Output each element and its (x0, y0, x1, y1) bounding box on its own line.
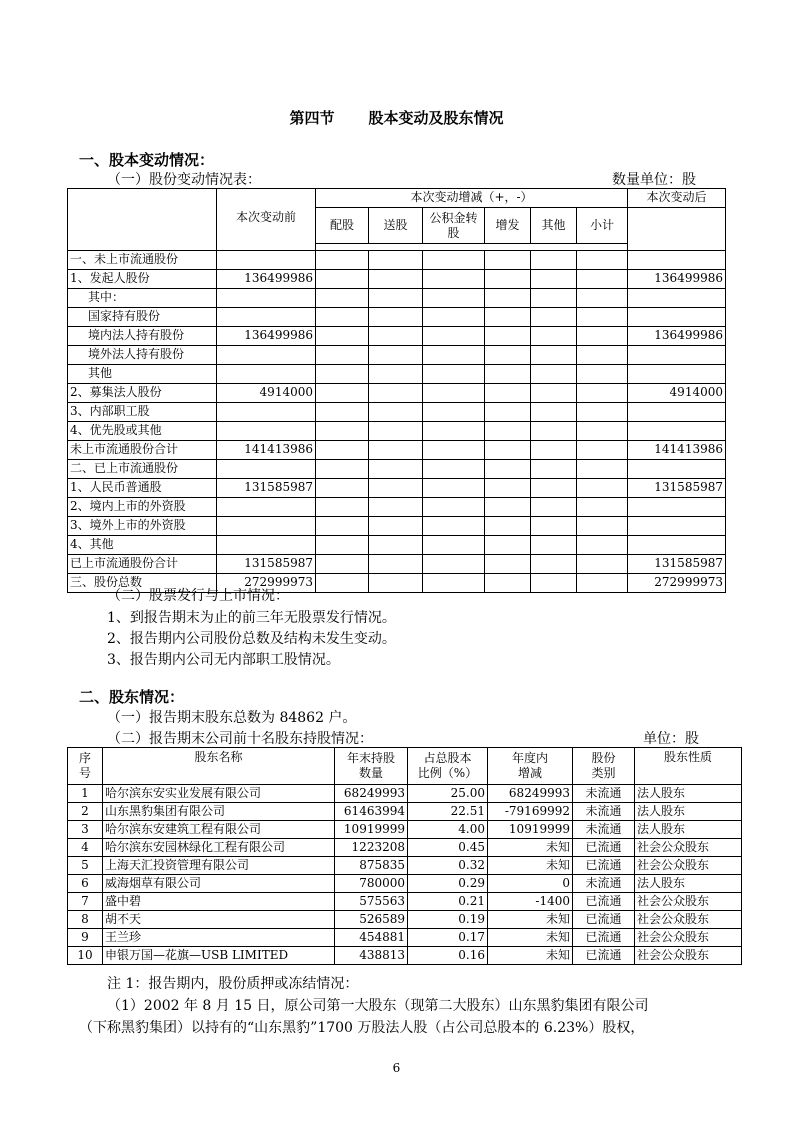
share-row-change-cell (316, 441, 369, 460)
section-name: 股本变动及股东情况 (368, 109, 504, 127)
share-row-label: 2、募集法人股份 (68, 384, 217, 403)
share-row (68, 327, 726, 346)
shareholder-nature: 社会公众股东 (635, 893, 742, 911)
share-row-change-cell (316, 498, 369, 517)
share-row-change-cell (531, 460, 577, 479)
share-row-change-cell (423, 308, 485, 327)
share-row-after (628, 536, 726, 555)
shareholder-row (68, 911, 742, 929)
shareholder-no: 10 (68, 947, 103, 965)
share-row-after: 141413986 (628, 441, 726, 460)
shareholder-share-type: 未流通 (573, 821, 635, 839)
header-col-peigu: 配股 (316, 208, 369, 244)
share-row-change-cell (531, 498, 577, 517)
share-row-change-cell (316, 251, 369, 270)
shareholder-share-type: 已流通 (573, 857, 635, 875)
shareholder-change: 未知 (488, 857, 573, 875)
share-row-change-cell (423, 403, 485, 422)
issuance-note-2: 2、报告期内公司股份总数及结构未发生变动。 (107, 631, 396, 647)
shareholder-ratio: 0.32 (408, 857, 488, 875)
shareholder-shares: 454881 (335, 929, 408, 947)
share-row-after (628, 517, 726, 536)
share-row-change-cell (423, 384, 485, 403)
shareholder-name: 山东黑豹集团有限公司 (103, 803, 335, 821)
header-col-songgu: 送股 (369, 208, 423, 244)
share-row-change-cell (316, 403, 369, 422)
share-row-change-cell (531, 384, 577, 403)
share-row-before (217, 536, 316, 555)
share-row-before (217, 346, 316, 365)
share-row-change-cell (531, 574, 577, 593)
share-row (68, 479, 726, 498)
share-row-after (628, 498, 726, 517)
shareholder-share-type: 已流通 (573, 947, 635, 965)
share-change-heading: 一、股本变动情况： (79, 151, 215, 169)
share-row-change-cell (423, 536, 485, 555)
share-row-after: 131585987 (628, 479, 726, 498)
shareholder-share-type: 未流通 (573, 785, 635, 803)
shareholder-ratio: 0.45 (408, 839, 488, 857)
share-row-after (628, 365, 726, 384)
shareholder-ratio: 4.00 (408, 821, 488, 839)
share-row-after: 136499986 (628, 327, 726, 346)
shareholder-shares: 68249993 (335, 785, 408, 803)
share-row-before (217, 460, 316, 479)
issuance-note-1: 1、到报告期末为止的前三年无股票发行情况。 (107, 610, 396, 626)
shareholder-nature: 社会公众股东 (635, 857, 742, 875)
share-row-change-cell (369, 270, 423, 289)
share-row-after: 136499986 (628, 270, 726, 289)
share-row-change-cell (423, 517, 485, 536)
share-row-change-cell (423, 270, 485, 289)
issuance-heading: （二）股票发行与上市情况： (107, 588, 289, 604)
share-row-label: 3、境外上市的外资股 (68, 517, 217, 536)
shareholder-no: 4 (68, 839, 103, 857)
shareholder-no: 8 (68, 911, 103, 929)
shareholder-shares: 780000 (335, 875, 408, 893)
share-row-change-cell (423, 441, 485, 460)
page-title (0, 107, 793, 128)
shareholder-no: 1 (68, 785, 103, 803)
share-row-change-cell (485, 441, 531, 460)
share-row-change-cell (316, 574, 369, 593)
share-row-change-cell (577, 574, 628, 593)
shareholder-no: 5 (68, 857, 103, 875)
top-ten-unit: 单位：股 (643, 731, 699, 747)
share-row-change-cell (369, 460, 423, 479)
shareholder-row (68, 875, 742, 893)
shareholder-name: 上海天汇投资管理有限公司 (103, 857, 335, 875)
share-row-before: 136499986 (217, 270, 316, 289)
shareholder-row (68, 929, 742, 947)
shareholder-nature: 社会公众股东 (635, 839, 742, 857)
share-row-before (217, 308, 316, 327)
shareholder-row (68, 893, 742, 911)
share-row-before: 272999973 (217, 574, 316, 593)
share-row-change-cell (531, 422, 577, 441)
share-row (68, 308, 726, 327)
header-change-blank (316, 244, 628, 251)
shareholder-change: -1400 (488, 893, 573, 911)
shareholder-change: -79169992 (488, 803, 573, 821)
share-row-change-cell (531, 555, 577, 574)
header-shares: 年末持股 数量 (335, 748, 408, 785)
shareholder-share-type: 未流通 (573, 875, 635, 893)
share-row-before: 141413986 (217, 441, 316, 460)
shareholder-nature: 社会公众股东 (635, 911, 742, 929)
share-row-change-cell (577, 270, 628, 289)
shareholder-name: 哈尔滨东安园林绿化工程有限公司 (103, 839, 335, 857)
share-row-after (628, 308, 726, 327)
share-row-change-cell (369, 289, 423, 308)
share-row-change-cell (316, 384, 369, 403)
share-row-change-cell (316, 327, 369, 346)
shareholder-ratio: 22.51 (408, 803, 488, 821)
header-change: 年度内 增减 (488, 748, 573, 785)
header-name: 股东名称 (103, 748, 335, 785)
share-row-change-cell (316, 479, 369, 498)
shareholder-nature: 法人股东 (635, 785, 742, 803)
share-row-change-cell (316, 536, 369, 555)
share-row-change-cell (423, 251, 485, 270)
shareholder-shares: 10919999 (335, 821, 408, 839)
share-row-change-cell (485, 327, 531, 346)
share-row-change-cell (485, 517, 531, 536)
share-row-change-cell (531, 346, 577, 365)
share-row-change-cell (577, 479, 628, 498)
share-row-before: 136499986 (217, 327, 316, 346)
shareholder-nature: 法人股东 (635, 821, 742, 839)
share-row-change-cell (485, 574, 531, 593)
share-row-change-cell (316, 346, 369, 365)
share-row-change-cell (316, 517, 369, 536)
share-row-change-cell (369, 346, 423, 365)
share-row-change-cell (531, 365, 577, 384)
shareholder-name: 盛中碧 (103, 893, 335, 911)
share-row-change-cell (369, 365, 423, 384)
shareholder-shares: 875835 (335, 857, 408, 875)
header-col-subtotal: 小计 (577, 208, 628, 244)
share-row-change-cell (485, 251, 531, 270)
share-row-change-cell (423, 327, 485, 346)
share-row (68, 441, 726, 460)
share-row-change-cell (369, 384, 423, 403)
share-row (68, 384, 726, 403)
share-row-before: 4914000 (217, 384, 316, 403)
share-row-change-cell (577, 403, 628, 422)
share-row-change-cell (485, 403, 531, 422)
section-number: 第四节 (289, 109, 335, 127)
shareholder-ratio: 0.17 (408, 929, 488, 947)
share-row-change-cell (369, 479, 423, 498)
share-row-label: 境内法人持有股份 (68, 327, 217, 346)
share-row-change-cell (485, 479, 531, 498)
share-row-change-cell (485, 289, 531, 308)
share-row (68, 403, 726, 422)
shareholder-nature: 法人股东 (635, 875, 742, 893)
shareholder-count: （一）报告期末股东总数为 84862 户。 (107, 710, 357, 726)
share-row-change-cell (316, 460, 369, 479)
shareholder-name: 哈尔滨东安建筑工程有限公司 (103, 821, 335, 839)
share-row-change-cell (485, 365, 531, 384)
shareholder-shares: 438813 (335, 947, 408, 965)
share-row-label: 三、股份总数 (68, 574, 217, 593)
share-row-label: 3、内部职工股 (68, 403, 217, 422)
share-row-change-cell (577, 555, 628, 574)
pledge-note-title: 注 1：报告期内，股份质押或冻结情况： (107, 976, 359, 992)
share-row (68, 536, 726, 555)
issuance-note-3: 3、报告期内公司无内部职工股情况。 (107, 652, 340, 668)
shareholder-change: 未知 (488, 911, 573, 929)
share-row-change-cell (423, 498, 485, 517)
share-row-change-cell (577, 536, 628, 555)
share-row-after: 4914000 (628, 384, 726, 403)
shareholder-share-type: 已流通 (573, 911, 635, 929)
share-row-label: 国家持有股份 (68, 308, 217, 327)
share-row-change-cell (531, 289, 577, 308)
share-row-change-cell (577, 251, 628, 270)
shareholder-name: 申银万国—花旗—USB LIMITED (103, 947, 335, 965)
share-row-change-cell (423, 422, 485, 441)
pledge-paragraph-line-2: （下称黑豹集团）以持有的“山东黑豹”1700 万股法人股（占公司总股本的 6.23%）股权， (79, 1020, 645, 1036)
share-row-change-cell (369, 327, 423, 346)
share-row-before: 131585987 (217, 479, 316, 498)
shareholder-nature: 法人股东 (635, 803, 742, 821)
share-row-change-cell (316, 270, 369, 289)
share-row-label: 4、优先股或其他 (68, 422, 217, 441)
share-row-change-cell (316, 422, 369, 441)
share-row (68, 270, 726, 289)
share-row-change-cell (369, 498, 423, 517)
share-row-change-cell (577, 346, 628, 365)
share-row-change-cell (423, 346, 485, 365)
share-row-after (628, 422, 726, 441)
share-row-change-cell (485, 308, 531, 327)
shareholder-change: 68249993 (488, 785, 573, 803)
shareholder-name: 哈尔滨东安实业发展有限公司 (103, 785, 335, 803)
pledge-paragraph-line-1: （1）2002 年 8 月 15 日，原公司第一大股东（现第二大股东）山东黑豹集团有限公司 (107, 998, 649, 1014)
share-row-change-cell (369, 574, 423, 593)
shareholder-name: 王兰珍 (103, 929, 335, 947)
share-row (68, 498, 726, 517)
share-row-before (217, 517, 316, 536)
shareholder-name: 威海烟草有限公司 (103, 875, 335, 893)
header-col-capital-reserve: 公积金转股 (423, 208, 485, 244)
header-nature: 股东性质 (635, 748, 742, 785)
share-row-change-cell (423, 574, 485, 593)
shareholder-ratio: 0.16 (408, 947, 488, 965)
share-row-change-cell (531, 403, 577, 422)
share-row-change-cell (531, 441, 577, 460)
share-row-change-cell (531, 270, 577, 289)
share-row-change-cell (577, 308, 628, 327)
header-before: 本次变动前 (217, 189, 316, 251)
shareholder-no: 9 (68, 929, 103, 947)
shareholder-ratio: 0.19 (408, 911, 488, 929)
header-after-blank (628, 208, 726, 251)
shareholder-change: 未知 (488, 947, 573, 965)
share-row-change-cell (485, 384, 531, 403)
share-row-change-cell (369, 536, 423, 555)
share-row-change-cell (316, 308, 369, 327)
header-col-qita: 其他 (531, 208, 577, 244)
top-ten-caption: （二）报告期末公司前十名股东持股情况： (107, 731, 373, 747)
page-number: 6 (392, 1061, 401, 1075)
header-item-cell (68, 189, 217, 251)
shareholder-row (68, 785, 742, 803)
share-row-change-cell (423, 365, 485, 384)
share-row (68, 460, 726, 479)
share-row-change-cell (485, 346, 531, 365)
share-row-label: 已上市流通股份合计 (68, 555, 217, 574)
shareholder-ratio: 25.00 (408, 785, 488, 803)
share-row-before (217, 251, 316, 270)
shareholder-share-type: 已流通 (573, 929, 635, 947)
shareholder-name: 胡不天 (103, 911, 335, 929)
share-row-after (628, 251, 726, 270)
top-ten-table (67, 747, 742, 965)
shareholder-row (68, 821, 742, 839)
share-row-label: 1、人民币普通股 (68, 479, 217, 498)
share-row-change-cell (316, 365, 369, 384)
share-row-change-cell (577, 460, 628, 479)
share-row-change-cell (485, 460, 531, 479)
share-row-after: 272999973 (628, 574, 726, 593)
share-row-change-cell (485, 498, 531, 517)
share-row-change-cell (423, 289, 485, 308)
share-row-change-cell (369, 555, 423, 574)
share-row-before (217, 289, 316, 308)
share-row (68, 422, 726, 441)
share-row-change-cell (485, 536, 531, 555)
share-row-before (217, 403, 316, 422)
share-row-change-cell (531, 251, 577, 270)
shareholder-ratio: 0.29 (408, 875, 488, 893)
share-row-after (628, 403, 726, 422)
shareholder-share-type: 未流通 (573, 803, 635, 821)
share-row-label: 2、境内上市的外资股 (68, 498, 217, 517)
share-row-label: 未上市流通股份合计 (68, 441, 217, 460)
header-ratio: 占总股本 比例（%） (408, 748, 488, 785)
shareholder-row (68, 803, 742, 821)
share-row-change-cell (577, 289, 628, 308)
share-row-change-cell (577, 327, 628, 346)
share-row (68, 346, 726, 365)
share-row-change-cell (485, 555, 531, 574)
shareholder-row (68, 857, 742, 875)
share-change-unit: 数量单位：股 (612, 172, 696, 188)
shareholder-ratio: 0.21 (408, 893, 488, 911)
share-row-after (628, 289, 726, 308)
shareholder-shares: 575563 (335, 893, 408, 911)
share-row-change-cell (577, 422, 628, 441)
shareholder-row (68, 947, 742, 965)
share-row-change-cell (369, 517, 423, 536)
share-row (68, 289, 726, 308)
share-row-change-cell (316, 555, 369, 574)
share-row-change-cell (531, 517, 577, 536)
share-row-change-cell (577, 441, 628, 460)
header-change: 本次变动增减（+，-） (316, 189, 628, 208)
share-row-change-cell (423, 460, 485, 479)
share-row-label: 4、其他 (68, 536, 217, 555)
shareholder-heading: 二、股东情况： (79, 688, 185, 706)
share-row-change-cell (531, 308, 577, 327)
share-row (68, 555, 726, 574)
share-row-change-cell (369, 441, 423, 460)
header-after: 本次变动后 (628, 189, 726, 208)
share-row-after (628, 346, 726, 365)
shareholder-change: 未知 (488, 839, 573, 857)
share-row-change-cell (369, 403, 423, 422)
share-row-label: 一、未上市流通股份 (68, 251, 217, 270)
shareholder-shares: 526589 (335, 911, 408, 929)
shareholder-no: 7 (68, 893, 103, 911)
share-row-change-cell (577, 384, 628, 403)
share-row-change-cell (485, 422, 531, 441)
share-row-change-cell (316, 289, 369, 308)
share-row-change-cell (369, 251, 423, 270)
shareholder-share-type: 已流通 (573, 839, 635, 857)
share-row-change-cell (369, 422, 423, 441)
share-row-change-cell (577, 365, 628, 384)
share-row-label: 其他 (68, 365, 217, 384)
shareholder-change: 0 (488, 875, 573, 893)
share-change-table (67, 188, 726, 593)
header-col-zengfa: 增发 (485, 208, 531, 244)
shareholder-no: 6 (68, 875, 103, 893)
share-row-before: 131585987 (217, 555, 316, 574)
share-row-before (217, 365, 316, 384)
share-row-change-cell (531, 327, 577, 346)
share-row (68, 365, 726, 384)
shareholder-nature: 社会公众股东 (635, 929, 742, 947)
share-row-after (628, 460, 726, 479)
shareholder-change: 未知 (488, 929, 573, 947)
share-row-label: 境外法人持有股份 (68, 346, 217, 365)
share-row-change-cell (423, 479, 485, 498)
share-row-before (217, 498, 316, 517)
share-row-label: 二、已上市流通股份 (68, 460, 217, 479)
shareholder-change: 10919999 (488, 821, 573, 839)
share-row-change-cell (423, 555, 485, 574)
header-type: 股份 类别 (573, 748, 635, 785)
header-no: 序 号 (68, 748, 103, 785)
share-change-table-caption: （一）股份变动情况表： (107, 172, 261, 188)
shareholder-row (68, 839, 742, 857)
share-row (68, 251, 726, 270)
share-row-change-cell (531, 479, 577, 498)
share-row-change-cell (577, 498, 628, 517)
shareholder-shares: 61463994 (335, 803, 408, 821)
shareholder-shares: 1223208 (335, 839, 408, 857)
share-row-label: 其中： (68, 289, 217, 308)
share-row-label: 1、发起人股份 (68, 270, 217, 289)
share-row (68, 517, 726, 536)
share-row-change-cell (485, 270, 531, 289)
shareholder-share-type: 已流通 (573, 893, 635, 911)
shareholder-no: 3 (68, 821, 103, 839)
share-row-before (217, 422, 316, 441)
share-row-change-cell (369, 308, 423, 327)
share-row-change-cell (577, 517, 628, 536)
share-row-after: 131585987 (628, 555, 726, 574)
shareholder-nature: 社会公众股东 (635, 947, 742, 965)
share-row-change-cell (531, 536, 577, 555)
shareholder-no: 2 (68, 803, 103, 821)
